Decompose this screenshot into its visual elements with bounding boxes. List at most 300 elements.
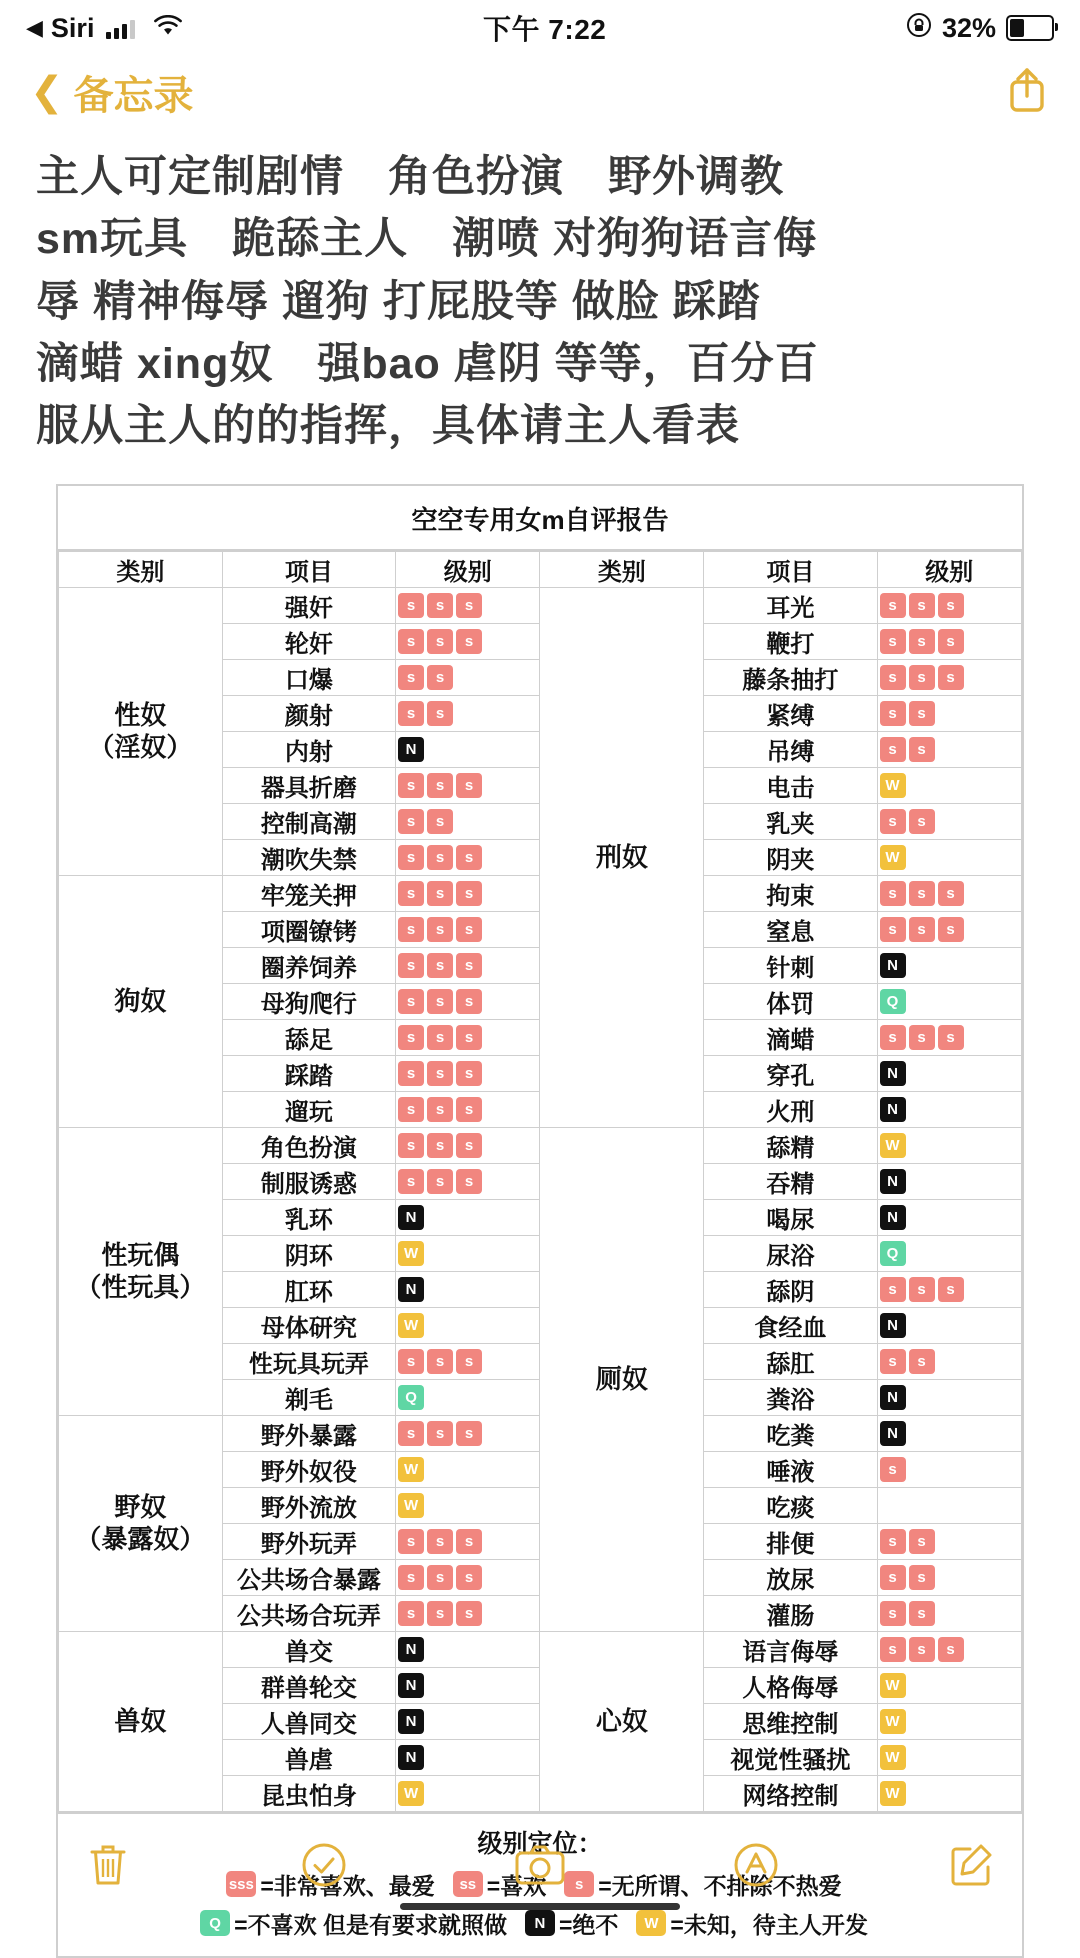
level-tag-s: s [456,629,482,654]
level-tag-s: s [909,1601,935,1626]
level-tag-n: N [398,1637,424,1662]
legend-tag-s: sss [226,1871,256,1897]
item-cell: 人格侮辱 [704,1667,877,1703]
level-tag-s: s [938,629,964,654]
category-cell: 性玩偶 （性玩具） [59,1127,223,1415]
level-tag-s: s [880,701,906,726]
item-cell: 野外玩弄 [222,1523,395,1559]
item-cell: 舔肛 [704,1343,877,1379]
level-tag-s: s [909,737,935,762]
level-tag-s: s [909,1529,935,1554]
level-tag-s: s [398,701,424,726]
level-tag-w: W [880,1709,906,1734]
level-tag-s: s [938,1025,964,1050]
battery-percent-label: 32% [941,12,996,43]
level-tag-s: s [427,989,453,1014]
status-bar [0,0,1080,56]
item-cell: 性玩具玩弄 [222,1343,395,1379]
level-cell [396,623,540,659]
level-tag-s: s [427,1529,453,1554]
level-tag-s: s [398,881,424,906]
level-tag-w: W [880,1745,906,1770]
level-cell [877,1775,1022,1811]
level-tag-s: s [880,593,906,618]
item-cell: 电击 [704,767,877,803]
level-cell [877,1235,1022,1271]
item-cell: 野外奴役 [222,1451,395,1487]
level-cell [396,1055,540,1091]
markup-icon[interactable] [711,1820,801,1910]
level-cell [877,1595,1022,1631]
level-tag-s: s [427,1061,453,1086]
level-tag-s: s [427,773,453,798]
category-cell: 狗奴 [59,875,223,1127]
level-tag-s: s [427,593,453,618]
item-cell: 排便 [704,1523,877,1559]
home-indicator [400,1903,680,1910]
level-cell [877,1415,1022,1451]
table-row [59,587,1022,623]
item-cell: 母体研究 [222,1307,395,1343]
level-tag-s: s [880,1277,906,1302]
level-tag-s: s [398,773,424,798]
level-tag-s: s [456,773,482,798]
item-cell: 耳光 [704,587,877,623]
level-cell [396,1091,540,1127]
item-cell: 野外暴露 [222,1415,395,1451]
category-cell: 刑奴 [540,587,704,1127]
level-cell [877,1739,1022,1775]
level-cell [396,731,540,767]
level-tag-w: W [398,1781,424,1806]
level-cell [396,1307,540,1343]
note-line: sm玩具 跪舔主人 潮喷 对狗狗语言侮 [36,215,818,264]
share-icon[interactable] [1004,64,1050,121]
item-cell: 控制高潮 [222,803,395,839]
level-cell [877,1055,1022,1091]
item-cell: 项圈镣铐 [222,911,395,947]
level-cell [877,1487,1022,1523]
item-cell: 紧缚 [704,695,877,731]
level-cell [877,1703,1022,1739]
level-cell [396,587,540,623]
level-tag-s: s [938,1277,964,1302]
status-bar-left [26,13,183,44]
level-tag-s: s [427,1565,453,1590]
item-cell: 视觉性骚扰 [704,1739,877,1775]
level-tag-s: s [398,1133,424,1158]
level-cell [396,695,540,731]
level-tag-s: s [456,593,482,618]
item-cell: 吊缚 [704,731,877,767]
item-cell: 口爆 [222,659,395,695]
level-tag-s: s [456,1169,482,1194]
level-tag-s: s [398,593,424,618]
item-cell: 颜射 [222,695,395,731]
category-cell: 心奴 [540,1631,704,1811]
level-cell [877,1343,1022,1379]
level-tag-s: s [938,917,964,942]
legend-tag-n: N [525,1910,555,1936]
level-tag-n: N [880,1061,906,1086]
level-tag-n: N [398,1205,424,1230]
note-line: 滴蜡 xing奴 强bao 虐阴 等等，百分百 [36,340,819,389]
level-cell [877,1523,1022,1559]
level-cell [877,1379,1022,1415]
level-cell [877,1199,1022,1235]
level-tag-s: s [456,1097,482,1122]
level-tag-s: s [456,917,482,942]
navigation-bar [0,56,1080,128]
level-tag-s: s [880,665,906,690]
item-cell: 器具折磨 [222,767,395,803]
level-tag-s: s [909,809,935,834]
item-cell: 吃粪 [704,1415,877,1451]
level-tag-s: s [427,845,453,870]
level-tag-s: s [427,917,453,942]
level-tag-w: W [880,1673,906,1698]
level-tag-s: s [456,1565,482,1590]
item-cell: 野外流放 [222,1487,395,1523]
item-cell: 肛环 [222,1271,395,1307]
level-tag-s: s [398,1529,424,1554]
level-cell [396,911,540,947]
level-cell [877,839,1022,875]
item-cell: 阴夹 [704,839,877,875]
level-cell [877,623,1022,659]
table-header-cell: 类别 [540,551,704,587]
level-tag-s: s [456,989,482,1014]
table-header-cell: 项目 [704,551,877,587]
table-header-cell: 类别 [59,551,223,587]
level-tag-w: W [398,1493,424,1518]
level-tag-s: s [398,1025,424,1050]
item-cell: 轮奸 [222,623,395,659]
level-tag-w: W [880,1133,906,1158]
item-cell: 踩踏 [222,1055,395,1091]
item-cell: 滴蜡 [704,1019,877,1055]
level-cell [396,1523,540,1559]
item-cell: 潮吹失禁 [222,839,395,875]
level-tag-s: s [427,629,453,654]
level-tag-s: s [909,1637,935,1662]
legend-text: =无所谓、不排除不热爱 [598,1872,842,1899]
item-cell: 牢笼关押 [222,875,395,911]
level-tag-s: s [398,809,424,834]
category-cell: 野奴 （暴露奴） [59,1415,223,1631]
level-tag-w: W [880,845,906,870]
chevron-left-icon: ❮ [30,70,64,114]
table-header-cell: 级别 [396,551,540,587]
level-tag-s: s [880,737,906,762]
level-tag-w: W [398,1457,424,1482]
report-table [58,551,1022,1812]
note-line: 主人可定制剧情 角色扮演 野外调教 [36,153,784,201]
level-tag-q: Q [398,1385,424,1410]
level-tag-s: s [909,1277,935,1302]
rotation-lock-icon [906,12,932,45]
legend-text: =绝不 [558,1911,619,1938]
signal-bars-icon [106,17,135,39]
level-tag-s: s [909,1349,935,1374]
level-cell [396,1595,540,1631]
level-tag-s: s [880,881,906,906]
item-cell: 语言侮辱 [704,1631,877,1667]
carrier-label: Siri [50,12,95,43]
level-tag-s: s [427,1097,453,1122]
item-cell: 兽交 [222,1631,395,1667]
item-cell: 公共场合暴露 [222,1559,395,1595]
level-tag-s: s [909,881,935,906]
level-tag-s: s [909,665,935,690]
level-cell [877,1271,1022,1307]
level-cell [396,767,540,803]
item-cell: 舔精 [704,1127,877,1163]
level-tag-q: Q [880,1241,906,1266]
level-cell [396,1739,540,1775]
legend-tag-w: W [636,1910,666,1936]
compose-icon[interactable] [927,1820,1017,1910]
item-cell: 吃痰 [704,1487,877,1523]
level-tag-s: s [938,593,964,618]
level-cell [396,1775,540,1811]
item-cell: 角色扮演 [222,1127,395,1163]
level-cell [396,947,540,983]
level-tag-s: s [427,1601,453,1626]
item-cell: 藤条抽打 [704,659,877,695]
level-tag-s: s [427,809,453,834]
level-tag-s: s [427,1025,453,1050]
level-tag-s: s [398,1061,424,1086]
table-header-cell: 项目 [222,551,395,587]
item-cell: 圈养饲养 [222,947,395,983]
level-cell [396,659,540,695]
level-tag-n: N [880,953,906,978]
level-cell [877,1667,1022,1703]
legend-tag-s: ss [453,1871,483,1897]
legend-tag-s: s [564,1871,594,1897]
category-cell: 性奴 （淫奴） [59,587,223,875]
item-cell: 剃毛 [222,1379,395,1415]
level-cell [877,911,1022,947]
level-tag-s: s [880,1565,906,1590]
item-cell: 尿浴 [704,1235,877,1271]
level-cell [396,1415,540,1451]
level-tag-s: s [938,665,964,690]
level-cell [877,1307,1022,1343]
level-tag-s: s [880,809,906,834]
trash-icon[interactable] [63,1820,153,1910]
level-tag-n: N [880,1385,906,1410]
level-tag-s: s [456,1133,482,1158]
level-tag-n: N [880,1421,906,1446]
level-tag-s: s [938,1637,964,1662]
item-cell: 唾液 [704,1451,877,1487]
table-row [59,1127,1022,1163]
level-tag-s: s [427,1349,453,1374]
level-tag-s: s [456,953,482,978]
item-cell: 乳夹 [704,803,877,839]
item-cell: 乳环 [222,1199,395,1235]
level-tag-s: s [456,1421,482,1446]
level-tag-s: s [880,629,906,654]
level-cell [396,1127,540,1163]
item-cell: 体罚 [704,983,877,1019]
level-cell [396,1163,540,1199]
level-tag-s: s [456,1025,482,1050]
level-tag-q: Q [880,989,906,1014]
item-cell: 舔阴 [704,1271,877,1307]
level-tag-s: s [398,665,424,690]
item-cell: 母狗爬行 [222,983,395,1019]
level-tag-s: s [427,665,453,690]
report-title: 空空专用女m自评报告 [58,486,1022,551]
note-line: 辱 精神侮辱 遛狗 打屁股等 做脸 踩踏 [36,277,761,326]
level-cell [396,1451,540,1487]
wifi-icon [153,13,183,44]
level-tag-n: N [398,737,424,762]
level-tag-w: W [880,773,906,798]
level-tag-s: s [456,845,482,870]
level-cell [877,803,1022,839]
level-tag-s: s [909,917,935,942]
category-cell: 厕奴 [540,1127,704,1631]
level-tag-s: s [456,881,482,906]
back-to-notes-button[interactable] [30,64,194,121]
level-cell [877,1559,1022,1595]
level-cell [877,983,1022,1019]
item-cell: 舔足 [222,1019,395,1055]
status-bar-right [906,12,1054,45]
level-tag-s: s [427,1169,453,1194]
item-cell: 窒息 [704,911,877,947]
level-tag-s: s [427,1421,453,1446]
item-cell: 网络控制 [704,1775,877,1811]
level-tag-n: N [880,1313,906,1338]
level-tag-s: s [427,881,453,906]
level-tag-s: s [909,1565,935,1590]
item-cell: 昆虫怕身 [222,1775,395,1811]
category-cell: 兽奴 [59,1631,223,1811]
item-cell: 强奸 [222,587,395,623]
item-cell: 制服诱惑 [222,1163,395,1199]
level-cell [396,1379,540,1415]
item-cell: 粪浴 [704,1379,877,1415]
table-header-row [59,551,1022,587]
level-cell [396,1631,540,1667]
level-cell [396,1199,540,1235]
table-row [59,1631,1022,1667]
level-tag-s: s [398,917,424,942]
legend-title: 级别定位： [477,1829,603,1858]
level-tag-n: N [398,1745,424,1770]
level-tag-s: s [909,1025,935,1050]
level-tag-s: s [427,1133,453,1158]
level-tag-n: N [880,1205,906,1230]
level-cell [396,1487,540,1523]
camera-icon[interactable] [495,1820,585,1910]
level-cell [396,875,540,911]
item-cell: 喝尿 [704,1199,877,1235]
level-cell [396,1235,540,1271]
item-cell: 灌肠 [704,1595,877,1631]
item-cell: 食经血 [704,1307,877,1343]
item-cell: 火刑 [704,1091,877,1127]
item-cell: 群兽轮交 [222,1667,395,1703]
level-cell [877,587,1022,623]
item-cell: 遛玩 [222,1091,395,1127]
level-tag-s: s [427,701,453,726]
level-tag-s: s [880,1637,906,1662]
level-cell [396,1343,540,1379]
level-tag-w: W [880,1781,906,1806]
checklist-icon[interactable] [279,1820,369,1910]
level-cell [396,1019,540,1055]
legend-text: =喜欢 [486,1872,547,1899]
note-line: 服从主人的的指挥，具体请主人看表 [36,402,740,451]
clock: 下午 7:22 [483,14,607,45]
level-tag-n: N [398,1709,424,1734]
level-cell [396,1703,540,1739]
level-cell [877,659,1022,695]
level-tag-s: s [398,1169,424,1194]
level-tag-s: s [398,629,424,654]
item-cell: 人兽同交 [222,1703,395,1739]
report-table-card [56,484,1024,1958]
item-cell: 放尿 [704,1559,877,1595]
level-tag-s: s [398,953,424,978]
level-cell [877,1163,1022,1199]
back-button-label: 备忘录 [73,73,194,118]
level-tag-s: s [398,1349,424,1374]
level-cell [396,983,540,1019]
level-tag-w: W [398,1313,424,1338]
item-cell: 针刺 [704,947,877,983]
item-cell: 拘束 [704,875,877,911]
level-tag-s: s [398,1097,424,1122]
legend-tag-q: Q [200,1910,230,1936]
level-tag-s: s [398,1565,424,1590]
level-tag-s: s [909,701,935,726]
level-tag-s: s [456,1349,482,1374]
level-cell [877,695,1022,731]
level-tag-s: s [398,845,424,870]
note-body-text [0,128,1080,458]
item-cell: 公共场合玩弄 [222,1595,395,1631]
level-cell [877,1019,1022,1055]
level-tag-s: s [880,917,906,942]
item-cell: 吞精 [704,1163,877,1199]
level-tag-s: s [909,629,935,654]
level-tag-s: s [398,1601,424,1626]
level-tag-n: N [880,1169,906,1194]
battery-icon [1006,15,1054,41]
level-tag-w: W [398,1241,424,1266]
level-cell [877,1451,1022,1487]
level-cell [877,731,1022,767]
level-tag-s: s [456,1061,482,1086]
level-cell [396,1559,540,1595]
level-tag-s: s [427,953,453,978]
level-cell [877,947,1022,983]
item-cell: 阴环 [222,1235,395,1271]
level-tag-s: s [456,1601,482,1626]
level-tag-s: s [880,1025,906,1050]
item-cell: 穿孔 [704,1055,877,1091]
level-cell [396,839,540,875]
item-cell: 兽虐 [222,1739,395,1775]
legend-text: =不喜欢 但是有要求就照做 [234,1911,507,1938]
